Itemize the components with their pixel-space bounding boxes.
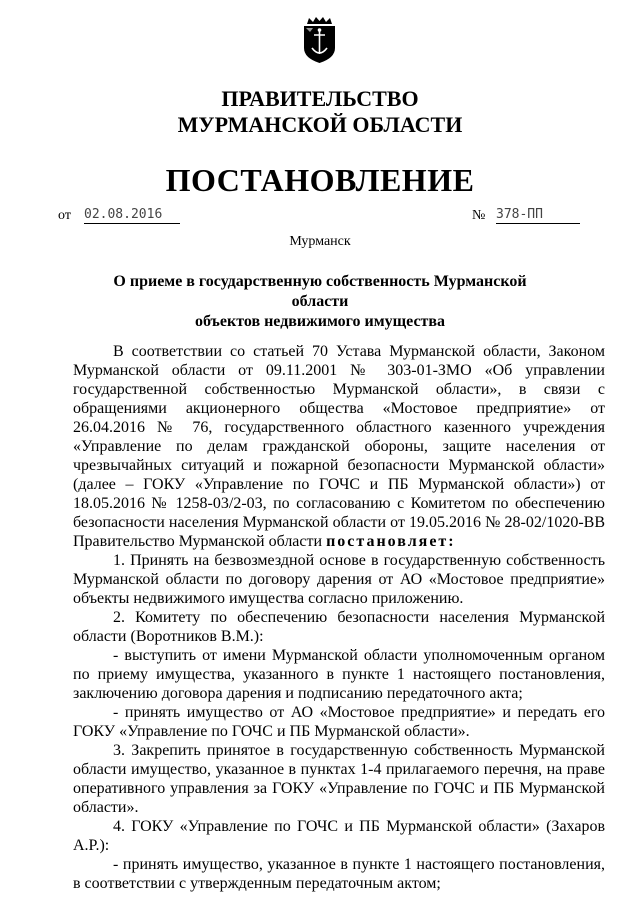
intro-text: В соответствии со статьей 70 Устава Мурманской области, Законом Мурманской области от 09.11.2001 № 303-01-ЗМО «Об управлении государственной собственностью Мурманской области», в связи с обращениями акционерного общества «Мостовое предприятие» от 26.04.2016 № 76, государственного областного казенного учреждения «Управление по делам гражданской обороны, защите населения от чрезвычайных ситуаций и пожарной безопасности Мурманской области» (далее – ГОКУ «Управление по ГОЧС и ПБ Мурманской области») от 18.05.2016 № 1258-03/2-03, по согласованию с Комитетом по обеспечению безопасности населения Мурманской области от 19.05.2016 № 28-02/1020-ВВ Правительство Мурманской области	[73, 343, 605, 550]
document-number: 378-ПП	[496, 206, 580, 224]
document-date: 02.08.2016	[84, 206, 180, 224]
coat-of-arms-icon	[301, 14, 338, 64]
org-name-line2: МУРМАНСКОЙ ОБЛАСТИ	[177, 112, 463, 137]
city-name: Мурманск	[289, 234, 351, 249]
org-name-line1: ПРАВИТЕЛЬСТВО	[221, 86, 419, 111]
item-1: 1. Принять на безвозмездной основе в государственную собственность Мурманской области по договору дарения от АО «Мостовое предприятие» объекты недвижимого имущества согласно приложению.	[73, 552, 605, 607]
title-line1: О приеме в государственную собственность Мурманской области	[113, 273, 527, 310]
number-prefix: №	[472, 208, 486, 223]
item-2-sub-1: - выступить от имени Мурманской области уполномоченным органом по приему имущества, указанного в пункте 1 настоящего постановления, заключению договора дарения и подписанию передаточного акта;	[73, 647, 605, 702]
document-title	[90, 272, 550, 332]
title-line2: объектов недвижимого имущества	[194, 313, 446, 330]
item-2: 2. Комитету по обеспечению безопасности населения Мурманской области (Воротников В.М.):	[73, 609, 605, 645]
item-4: 4. ГОКУ «Управление по ГОЧС и ПБ Мурманской области» (Захаров А.Р.):	[73, 818, 605, 854]
item-3: 3. Закрепить принятое в государственную собственность Мурманской области имущество, указанное в пунктах 1-4 прилагаемого перечня, на праве оперативного управления за ГОКУ «Управление по ГОЧС и ПБ Мурманской области».	[73, 742, 605, 816]
date-prefix: от	[58, 208, 71, 223]
intro-paragraph	[73, 342, 605, 551]
item-2-sub-2: - принять имущество от АО «Мостовое предприятие» и передать его ГОКУ «Управление по ГОЧС и ПБ Мурманской области».	[73, 704, 605, 740]
document-type: ПОСТАНОВЛЕНИЕ	[165, 162, 475, 198]
document-body	[73, 342, 605, 893]
item-4-sub-1: - принять имущество, указанное в пункте 1 настоящего постановления, в соответствии с утвержденным передаточным актом;	[73, 856, 605, 892]
decree-word: постановляет:	[326, 533, 456, 550]
